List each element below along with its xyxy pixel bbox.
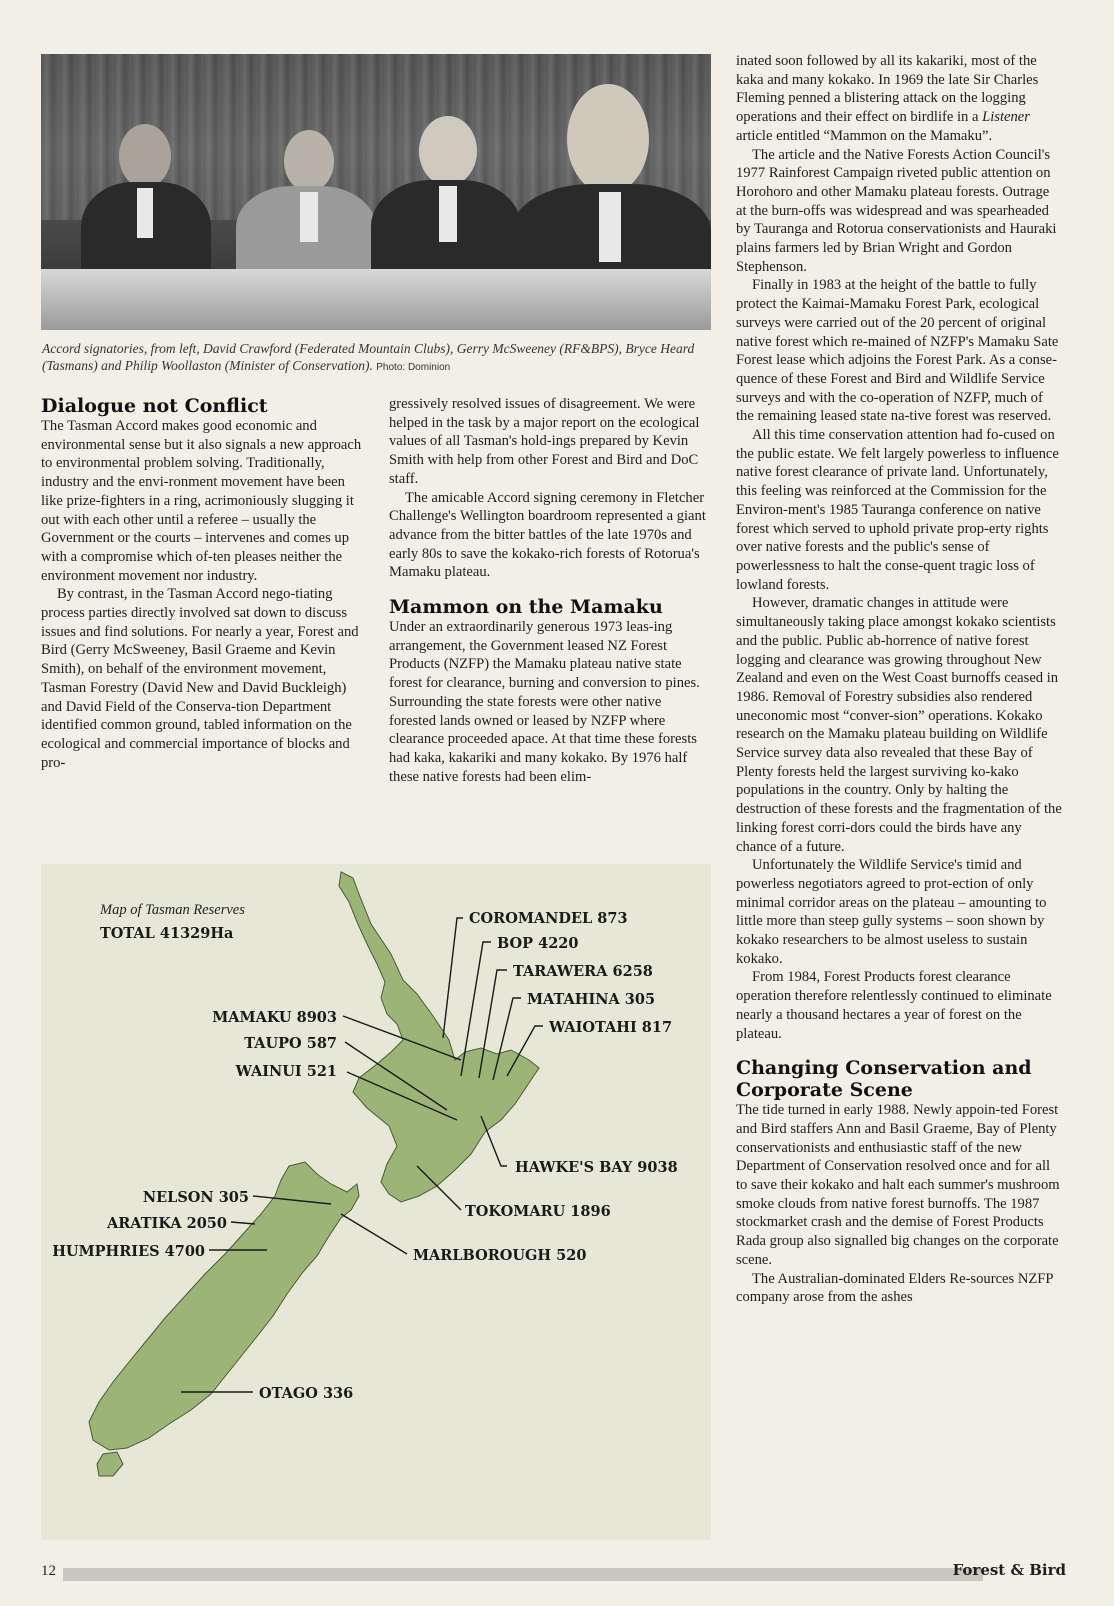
accord-signatories-photo xyxy=(41,54,711,330)
photo-credit: Photo: Dominion xyxy=(376,362,451,373)
paragraph: The amicable Accord signing ceremony in Fletcher Challenge's Wellington boardroom represented a giant advance from the bitter battles of the late 1970s and early 80s to save the kokako-rich forests of Rotorua's Mamaku plateau. xyxy=(389,489,706,581)
section-heading-mammon: Mammon on the Mamaku xyxy=(389,596,663,619)
paragraph: Finally in 1983 at the height of the battle to fully protect the Kaimai-Mamaku Forest Park, ecological surveys were carried out of the 20 percent of original native forest which re-mained of NZFP's Mamaku Sate Forest lease which adjoins the Forest Park. As a conse-quence of these Forest and Bird and Wildlife Service surveys and with the co-operation of NZFP, much of the remaining leased state na-tive forest was reserved. xyxy=(736,277,1059,425)
paragraph: Under an extraordinarily generous 1973 leas-ing arrangement, the Government leased NZ Forest Products (NZFP) the Mamaku plateau native state forest for clearance, burning and conversion to pines. Surrounding the state forests were other native forested lands owned or leased by NZFP where clearance proceeded apace. At that time these forests had kaka, kakariki and many kokako. By 1976 half these native forests had been elim- xyxy=(389,619,700,785)
publication-title: Listener xyxy=(982,109,1030,126)
label-mamaku: MAMAKU 8903 xyxy=(212,1009,337,1026)
photo-boardroom-table xyxy=(41,269,711,330)
paragraph: gressively resolved issues of disagreement. We were helped in the task by a major report on the ecological values of all Tasman's hold-ings prepared by Kevin Smith with help from other Forest and Bird and DoC staff. xyxy=(389,396,700,487)
label-coromandel: COROMANDEL 873 xyxy=(469,910,628,927)
page-footer xyxy=(41,1560,1066,1584)
stewart-island-shape xyxy=(97,1452,123,1476)
label-otago: OTAGO 336 xyxy=(259,1385,354,1402)
paragraph: From 1984, Forest Products forest clearance operation therefore relentlessly continued to eliminate nearly a thousand hectares a year of forest on the plateau. xyxy=(736,969,1052,1042)
label-tarawera: TARAWERA 6258 xyxy=(513,963,653,980)
map-title: Map of Tasman Reserves xyxy=(100,902,245,918)
label-marlborough: MARLBOROUGH 520 xyxy=(413,1247,587,1264)
paragraph: The tide turned in early 1988. Newly appoin-ted Forest and Bird staffers Ann and Basil Graeme, Bay of Plenty conservationists and enthusiastic staff of the new Department of Conservation resolved once and for all to save their kokako and halt each summer's mushroom smoke clouds from native forest burnoffs. The 1987 stockmarket crash and the demise of Forest Products Rada group also signalled big changes on the corporate scene. xyxy=(736,1102,1060,1268)
paragraph xyxy=(736,52,1063,146)
paragraph: Unfortunately the Wildlife Service's timid and powerless negotiators agreed to prot-ection of only minimal corridor areas on the plateau – amounting to little more than steep gully systems – soon shown by kokako researchers to be almost useless to sustain kokako. xyxy=(736,857,1047,967)
paragraph: The article and the Native Forests Action Council's 1977 Rainforest Campaign riveted public attention on Horohoro and other Mamaku plateau forests. Outrage at the burn-offs was widespread and was spearheaded by Tauranga and Rotorua conservationists and Hauraki plains farmers led by Brian Wright and Gordon Stephenson. xyxy=(736,146,1057,275)
article-column-2 xyxy=(389,395,711,786)
label-tokomaru: TOKOMARU 1896 xyxy=(465,1203,611,1220)
paragraph: All this time conservation attention had fo-cused on the public estate. We felt largely powerless to influence native forest clearance of private land. Unfortunately, this feeling was reinforced at the Commission for the Environ-ment's 1985 Tauranga conference on native forest which served to uphold private prop-erty rights over native forests and the public's sense of powerlessness to halt the conse-quent tragic loss of lowland forests. xyxy=(736,427,1059,593)
new-zealand-map xyxy=(41,864,711,1540)
label-waiotahi: WAIOTAHI 817 xyxy=(549,1019,673,1036)
paragraph: However, dramatic changes in attitude were simultaneously taking place amongst kokako scientists and the public. Public ab-horrence of native forest logging and clearance was growing throughout New Zealand and even on the West Coast burnoffs ceased in 1986. Removal of Forestry subsidies also rendered uneconomic most “conver-sion” operations. Kokako research on the Mamaku plateau building on Wildlife Service survey data also revealed that these Bay of Plenty forests held the largest surviving ko-kako populations in the country. Only by halting the destruction of these forests and the fragmentation of the linking forest corri-dors could the birds have any chance of a future. xyxy=(736,595,1062,855)
tasman-reserves-map xyxy=(41,864,711,1540)
section-heading-changing: Changing Conservation and Corporate Scene xyxy=(736,1057,1032,1102)
paragraph: The Tasman Accord makes good economic and environmental sense but it also signals a new approach to environmental problem solving. Traditionally, industry and the envi-ronment movement have been like prize-fighters in a ring, acrimoniously slugging it out with each other until a referee – usually the Government or the courts – intervenes and comes up with a compromise which of-ten pleases neither the environment movement nor industry. xyxy=(41,418,362,584)
label-taupo: TAUPO 587 xyxy=(244,1035,337,1052)
label-aratika: ARATIKA 2050 xyxy=(106,1215,227,1232)
magazine-name: Forest & Bird xyxy=(952,1561,1066,1579)
caption-text: Accord signatories, from left, David Crawford (Federated Mountain Clubs), Gerry McSweeney (RF&BPS), Bryce Heard (Tasmans) and Philip Woollaston (Minister of Conservation). xyxy=(42,341,695,373)
paragraph-text: article entitled “Mammon on the Mamaku”. xyxy=(736,127,993,144)
label-nelson: NELSON 305 xyxy=(142,1189,249,1206)
paragraph-text: inated soon followed by all its kakariki, most of the kaka and many kokako. In 1969 the late Sir Charles Fleming penned a blistering attack on the logging operations and their effect on birdlife in a xyxy=(736,53,1039,126)
page-number: 12 xyxy=(41,1563,56,1579)
label-wainui: WAINUI 521 xyxy=(235,1063,337,1080)
label-bop: BOP 4220 xyxy=(497,935,579,952)
map-total: TOTAL 41329Ha xyxy=(100,925,234,942)
label-hawkes-bay: HAWKE'S BAY 9038 xyxy=(515,1159,678,1176)
photo-caption xyxy=(42,340,712,376)
article-column-1 xyxy=(41,395,363,772)
label-humphries: HUMPHRIES 4700 xyxy=(52,1243,205,1260)
article-column-3 xyxy=(736,52,1063,1307)
person-figure xyxy=(236,130,376,290)
label-matahina: MATAHINA 305 xyxy=(527,991,656,1008)
paragraph: The Australian-dominated Elders Re-sources NZFP company arose from the ashes xyxy=(736,1270,1053,1306)
footer-rule xyxy=(63,1568,983,1581)
paragraph: By contrast, in the Tasman Accord nego-tiating process parties directly involved sat down to discuss issues and find solutions. For nearly a year, Forest and Bird (Gerry McSweeney, Basil Graeme and Kevin Smith), on behalf of the environment movement, Tasman Forestry (David New and David Buckleigh) and David Field of the Conserva-tion Department identified common ground, tabled information on the ecological and commercial importance of blocks and pro- xyxy=(41,586,359,771)
section-heading-dialogue: Dialogue not Conflict xyxy=(41,395,268,417)
